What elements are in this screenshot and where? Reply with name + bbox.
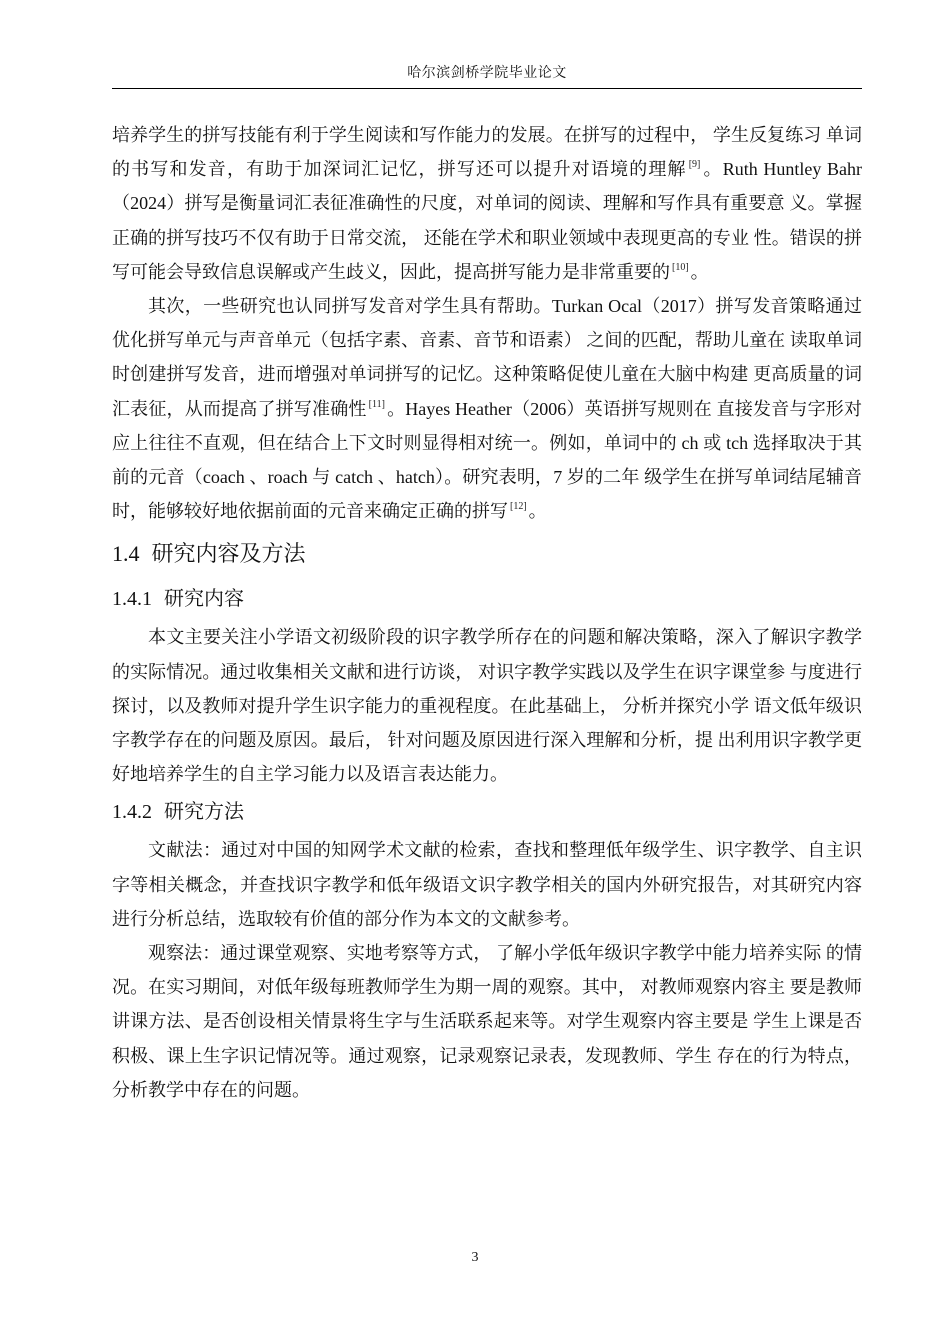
- citation-ref: [11]: [368, 398, 385, 410]
- paragraph-spelling-skills: [112, 118, 862, 289]
- page-body: [112, 118, 862, 1107]
- subsection-title: 研究内容: [164, 588, 244, 611]
- header-rule: [112, 88, 862, 89]
- subsection-heading: [112, 578, 862, 620]
- paragraph-text: 。: [690, 261, 709, 282]
- subsection-number: 1.4.1: [112, 588, 152, 611]
- section-title: 研究内容及方法: [151, 541, 306, 567]
- section-number: 1.4: [112, 541, 140, 567]
- paragraph-text: 。: [528, 501, 547, 522]
- subsection-heading: [112, 791, 862, 833]
- paragraph-text: 培养学生的拼写技能有利于学生阅读和写作能力的发展。在拼写的过程中， 学生反复练习 单词的书写和发音，有助于加深词汇记忆，拼写还可以提升对语境的理解: [112, 125, 862, 180]
- paragraph-spelling-pronunciation: [112, 289, 862, 528]
- paragraph-observation-method: 观察法：通过课堂观察、实地考察等方式， 了解小学低年级识字教学中能力培养实际 的情况。在实习期间，对低年级每班教师学生为期一周的观察。其中， 对教师观察内容主 要是教师讲课方法、是否创设相关情景将生字与生活联系起来等。对学生观察内容主要是 学生上课是否积极、课上生字识记情况等。通过观察，记录观察记录表，发现教师、学生 存在的行为特点，分析教学中存在的问题。: [112, 943, 862, 1100]
- paragraph-research-content: 本文主要关注小学语文初级阶段的识字教学所存在的问题和解决策略，深入了解识字教学的实际情况。通过收集相关文献和进行访谈， 对识字教学实践以及学生在识字课堂参 与度进行探讨，以及教师对提升学生识字能力的重视程度。在此基础上， 分析并探究小学 语文低年级识字教学存在的问题及原因。最后， 针对问题及原因进行深入理解和分析，提 出利用识字教学更好地培养学生的自主学习能力以及语言表达能力。: [112, 627, 862, 785]
- running-header: 哈尔滨剑桥学院毕业论文: [407, 66, 567, 81]
- subsection-number: 1.4.2: [112, 801, 152, 824]
- page-number: 3: [471, 1250, 479, 1265]
- section-heading: [112, 534, 862, 574]
- paragraph-literature-method: 文献法：通过对中国的知网学术文献的检索，查找和整理低年级学生、识字教学、自主识字等相关概念，并查找识字教学和低年级语文识字教学相关的国内外研究报告，对其研究内容进行分析总结，选取较有价值的部分作为本文的文献参考。: [112, 840, 862, 929]
- citation-ref: [10]: [672, 261, 689, 273]
- paragraph-text: 其次，一些研究也认同拼写发音对学生具有帮助。Turkan Ocal（2017）拼写发音策略通过优化拼写单元与声音单元（包括字素、音素、音节和语素） 之间的匹配，帮助儿童在 读取单词时创建拼写发音，进而增强对单词拼写的记忆。这种策略促使儿童在大脑中构建 更高质量的词汇表征，从而提高了拼写准确性: [112, 296, 862, 419]
- citation-ref: [12]: [510, 501, 527, 513]
- subsection-title: 研究方法: [164, 801, 244, 824]
- paragraph-text: 。Ruth Huntley Bahr（2024）拼写是衡量词汇表征准确性的尺度，对单词的阅读、理解和写作具有重要意 义。掌握正确的拼写技巧不仅有助于日常交流， 还能在学术和职业领域中表现更高的专业 性。错误的拼写可能会导致信息误解或产生歧义，因此，提高拼写能力是非常重要的: [112, 159, 862, 282]
- paragraph-text: 。Hayes Heather（2006）英语拼写规则在 直接发音与字形对应上往往不直观，但在结合上下文时则显得相对统一。例如，单词中的 ch 或 tch 选择取决于其前的元音（coach 、roach 与 catch 、hatch）。研究表明，7 岁的二年 级学生在拼写单词结尾辅音时，能够较好地依据前面的元音来确定正确的拼写: [112, 398, 862, 522]
- citation-ref: [9]: [688, 159, 701, 171]
